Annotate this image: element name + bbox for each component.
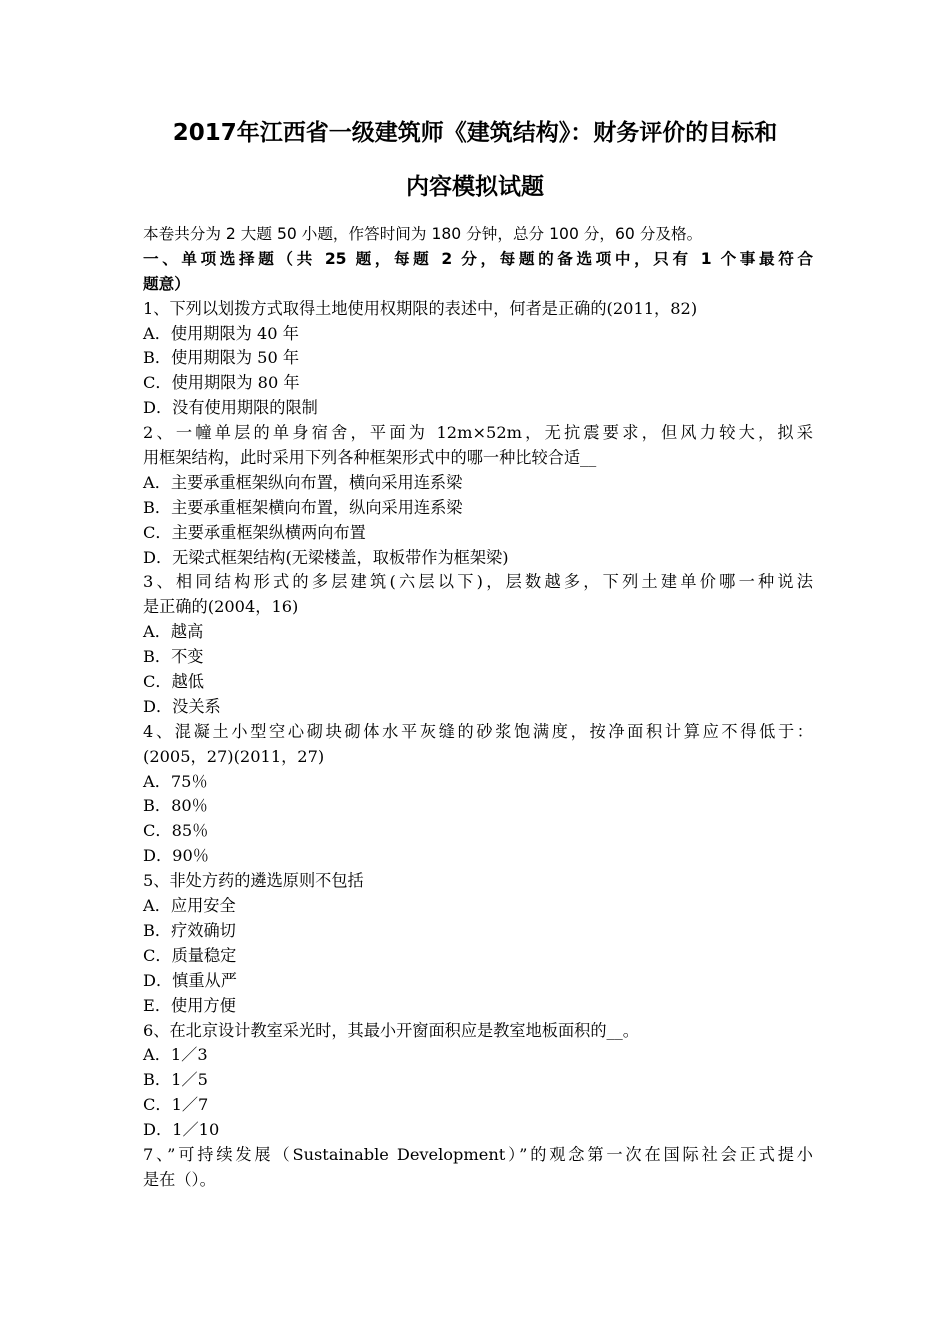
option-e: E．使用方便 [143, 995, 236, 1015]
question-text-continued: 是正确的(2004，16) [143, 597, 299, 617]
option-d: D．没关系 [143, 696, 221, 716]
document-title-line-2: 内容模拟试题 [406, 174, 544, 200]
option-c: C．越低 [143, 672, 204, 692]
question-text-continued: 用框架结构，此时采用下列各种框架形式中的哪一种比较合适__ [143, 448, 597, 468]
question-6 [143, 1019, 813, 1143]
document-body [143, 222, 813, 1193]
question-text: 1、下列以划拨方式取得土地使用权期限的表述中，何者是正确的(2011，82) [143, 298, 698, 318]
question-3 [143, 570, 813, 719]
option-b: B．80％ [143, 796, 208, 816]
option-c: C．85％ [143, 821, 209, 841]
question-text-continued: (2005，27)(2011，27) [143, 746, 325, 766]
option-c: C．1／7 [143, 1095, 209, 1115]
option-a: A．越高 [143, 622, 204, 642]
question-text: 4、混凝土小型空心砌块砌体水平灰缝的砂浆饱满度，按净面积计算应不得低于： [143, 721, 813, 741]
option-b: B．使用期限为 50 年 [143, 348, 300, 368]
option-d: D．1／10 [143, 1120, 220, 1140]
option-d: D．慎重从严 [143, 970, 237, 990]
option-a: A．应用安全 [143, 896, 236, 916]
question-4 [143, 720, 813, 869]
question-1 [143, 297, 813, 421]
option-a: A．75％ [143, 771, 208, 791]
question-5 [143, 869, 813, 1018]
question-7 [143, 1143, 813, 1193]
option-d: D．无梁式框架结构(无梁楼盖，取板带作为框架梁) [143, 547, 509, 567]
option-d: D．90％ [143, 846, 209, 866]
option-b: B．疗效确切 [143, 920, 236, 940]
question-text-continued: 是在（）。 [143, 1169, 216, 1189]
document-title-line-1: 2017年江西省一级建筑师《建筑结构》：财务评价的目标和 [172, 120, 778, 146]
section-heading-continued: 题意） [143, 274, 190, 293]
question-text: 3、相同结构形式的多层建筑(六层以下)，层数越多，下列土建单价哪一种说法 [143, 572, 813, 592]
question-2 [143, 421, 813, 570]
option-b: B．不变 [143, 647, 204, 667]
option-d: D．没有使用期限的限制 [143, 398, 318, 418]
option-c: C．主要承重框架纵横两向布置 [143, 522, 366, 542]
question-text: 2、一幢单层的单身宿舍，平面为 12m×52m，无抗震要求，但风力较大，拟采 [143, 423, 813, 443]
section-heading: 一、单项选择题（共 25 题，每题 2 分，每题的备选项中，只有 1 个事最符合 [143, 249, 813, 268]
question-text: 6、在北京设计教室采光时，其最小开窗面积应是教室地板面积的__。 [143, 1020, 639, 1040]
option-a: A．主要承重框架纵向布置，横向采用连系梁 [143, 472, 463, 492]
question-text: 7、”可持续发展（Sustainable Development）”的观念第一次在国际社会正式提小 [143, 1144, 813, 1164]
question-text: 5、非处方药的遴选原则不包括 [143, 871, 364, 891]
option-c: C．质量稳定 [143, 945, 237, 965]
option-a: A．使用期限为 40 年 [143, 323, 299, 343]
option-c: C．使用期限为 80 年 [143, 373, 300, 393]
option-b: B．主要承重框架横向布置，纵向采用连系梁 [143, 497, 463, 517]
exam-intro: 本卷共分为 2 大题 50 小题，作答时间为 180 分钟，总分 100 分，60 分及格。 [143, 225, 703, 243]
option-a: A．1／3 [143, 1045, 208, 1065]
option-b: B．1／5 [143, 1070, 208, 1090]
